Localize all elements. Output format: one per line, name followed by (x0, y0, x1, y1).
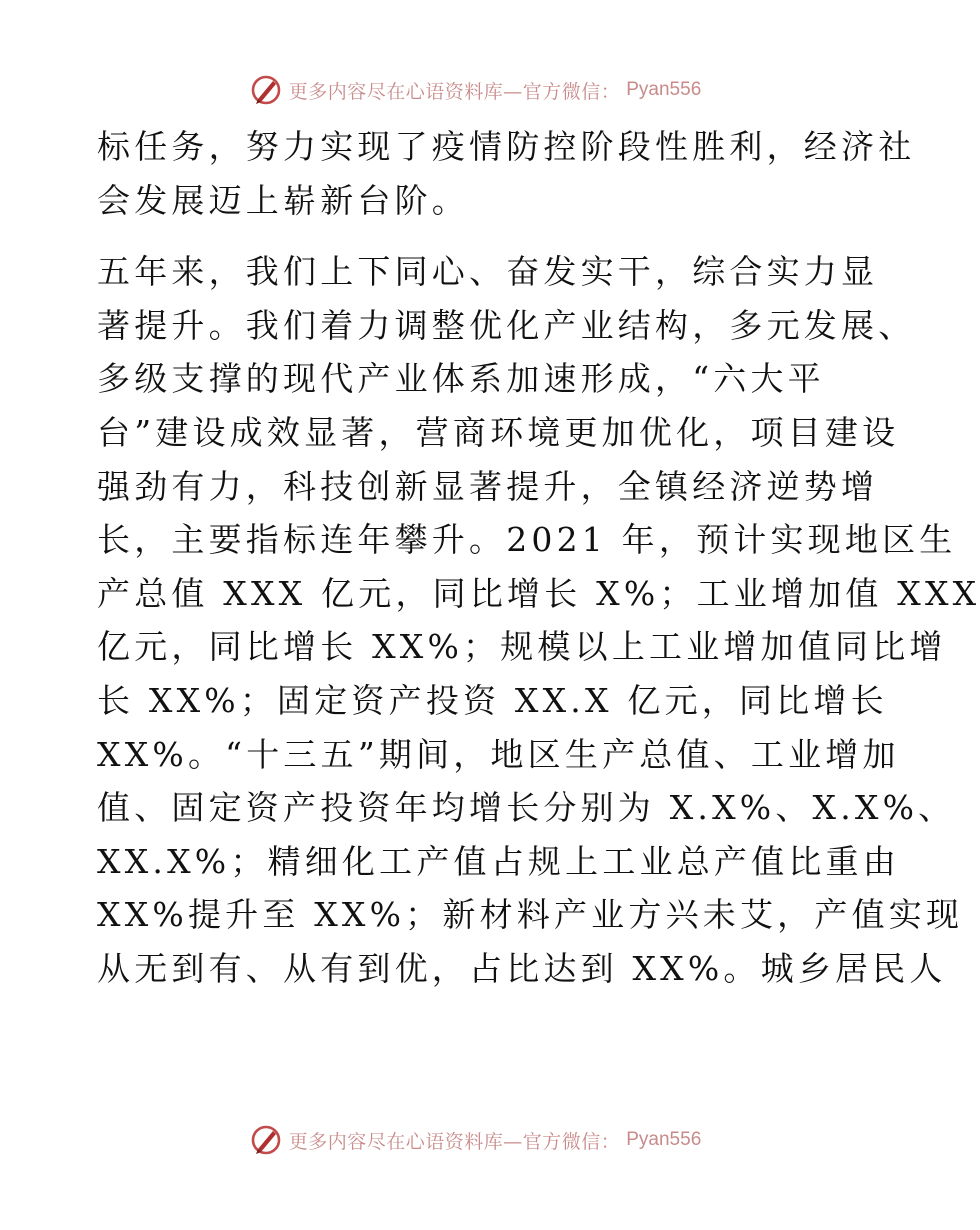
watermark-text: 更多内容尽在心语资料库—官方微信： (288, 1130, 621, 1153)
watermark-text: 更多内容尽在心语资料库—官方微信： (288, 80, 621, 103)
text-line: 长，主要指标连年攀升。2021 年，预计实现地区生 (97, 520, 957, 560)
pen-logo-icon (249, 73, 283, 107)
text-line: 著提升。我们着力调整优化产业结构，多元发展、 (97, 305, 916, 345)
paragraph (97, 120, 916, 227)
text-line: XX.X%；精细化工产值占规上工业总产值比重由 (97, 841, 900, 881)
text-line: 长 XX%；固定资产投资 XX.X 亿元，同比增长 (97, 680, 888, 720)
pen-logo-icon (249, 1123, 283, 1157)
text-line: XX%。“十三五”期间，地区生产总值、工业增加 (97, 734, 900, 774)
text-line: 强劲有力，科技创新显著提升，全镇经济逆势增 (97, 466, 879, 506)
text-line: 从无到有、从有到优，占比达到 XX%。城乡居民人 (97, 948, 947, 988)
text-line: 值、固定资产投资年均增长分别为 X.X%、X.X%、 (97, 788, 956, 828)
text-line: 多级支撑的现代产业体系加速形成，“六大平 (97, 359, 825, 399)
header-watermark (0, 70, 950, 110)
text-line: 会发展迈上崭新台阶。 (97, 180, 469, 220)
document-body (97, 120, 980, 996)
text-line: 五年来，我们上下同心、奋发实干，综合实力显 (97, 252, 879, 292)
watermark-wechat-id: Pyan556 (626, 79, 702, 100)
text-line: 产总值 XXX 亿元，同比增长 X%；工业增加值 XXX (97, 573, 980, 613)
text-line: 亿元，同比增长 XX%；规模以上工业增加值同比增 (97, 627, 947, 667)
text-line: XX%提升至 XX%；新材料产业方兴未艾，产值实现 (97, 895, 964, 935)
watermark-wechat-id: Pyan556 (626, 1129, 702, 1150)
text-line: 标任务，努力实现了疫情防控阶段性胜利，经济社 (97, 127, 916, 166)
text-line: 台”建设成效显著，营商环境更加优化，项目建设 (97, 412, 900, 452)
footer-watermark (0, 1120, 950, 1160)
paragraph (97, 245, 980, 995)
